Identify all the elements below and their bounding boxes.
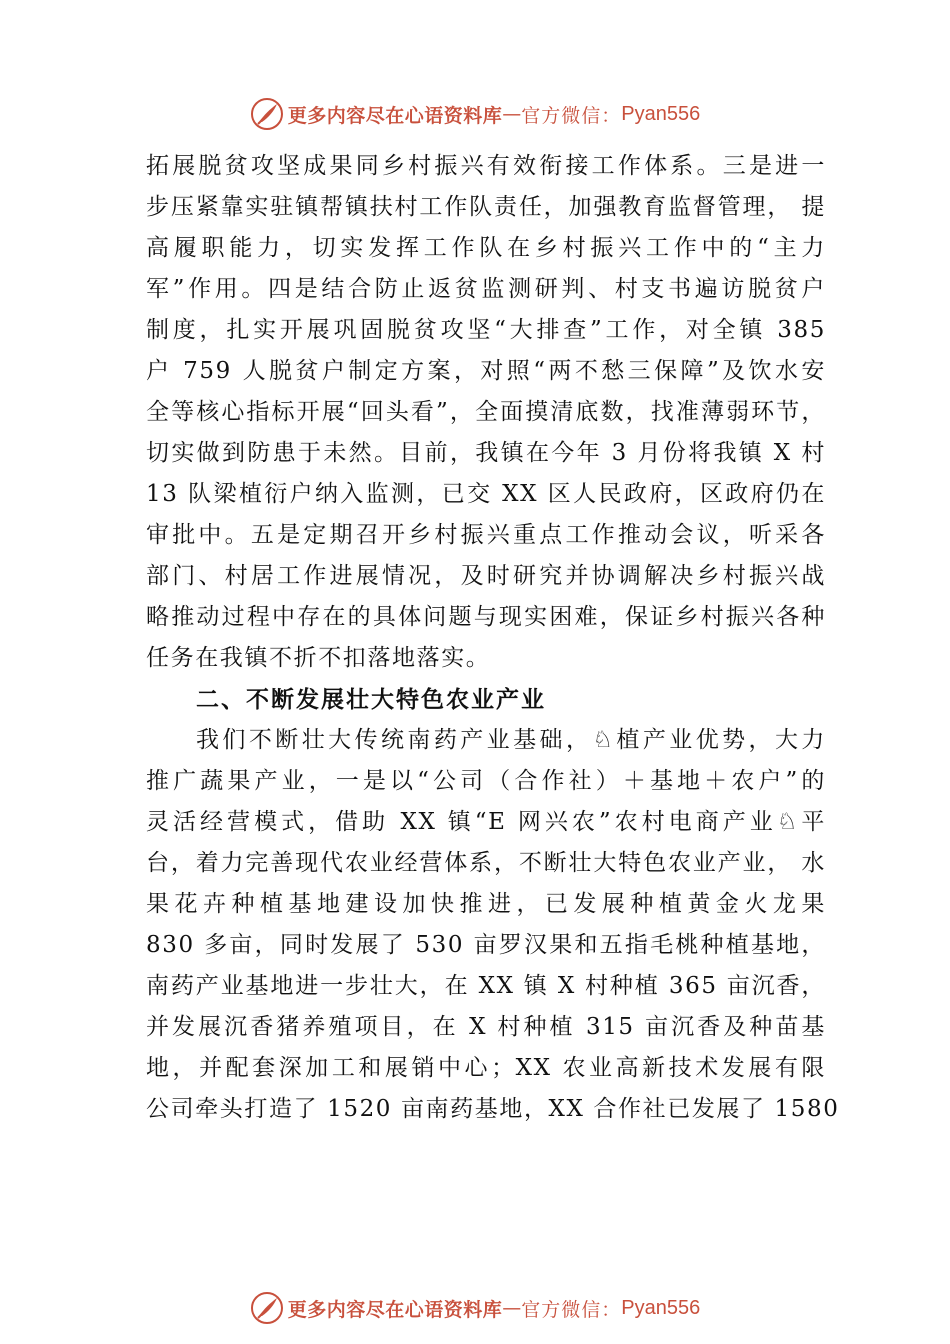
- header-wechat-label: 官方微信：: [521, 104, 622, 127]
- body-line: 830 多亩，同时发展了 530 亩罗汉果和五指毛桃种植基地，: [146, 932, 826, 958]
- body-line: 推广蔬果产业，一是以“公司（合作社）＋基地＋农户”的: [146, 768, 826, 794]
- footer-wechat-id: Pyan556: [621, 1296, 701, 1319]
- body-line: 13 队梁植衍户纳入监测，已交 XX 区人民政府，区政府仍在: [146, 481, 826, 507]
- body-line: 南药产业基地进一步壮大，在 XX 镇 X 村种植 365 亩沉香，: [146, 973, 826, 999]
- footer-dash: —: [502, 1297, 522, 1319]
- body-line: 果花卉种植基地建设加快推进，已发展种植黄金火龙果: [146, 891, 826, 917]
- body-line: 灵活经营模式，借助 XX 镇“E 网兴农”农村电商产业♘平: [146, 809, 826, 835]
- body-line: 军”作用。四是结合防止返贫监测研判、村支书遍访脱贫户: [146, 276, 826, 302]
- header-brand-text: 更多内容尽在心语资料库: [287, 104, 503, 127]
- body-line: 台，着力完善现代农业经营体系，不断壮大特色农业产业， 水: [146, 850, 826, 876]
- footer-wechat-label: 官方微信：: [521, 1298, 622, 1321]
- body-line: 户 759 人脱贫户制定方案，对照“两不愁三保障”及饮水安: [146, 358, 826, 384]
- feather-seal-icon: [250, 97, 284, 131]
- body-line: 部门、村居工作进展情况，及时研究并协调解决乡村振兴战: [146, 563, 826, 589]
- body-line: 任务在我镇不折不扣落地落实。: [146, 645, 491, 671]
- footer-brand-text: 更多内容尽在心语资料库: [287, 1298, 503, 1321]
- body-line: 切实做到防患于未然。目前，我镇在今年 3 月份将我镇 X 村: [146, 440, 826, 466]
- section-heading: 二、不断发展壮大特色农业产业: [196, 686, 546, 713]
- header-banner: [0, 94, 950, 134]
- document-body: [146, 146, 840, 1130]
- body-line: 公司牵头打造了 1520 亩南药基地，XX 合作社已发展了 1580: [146, 1096, 840, 1122]
- header-wechat-id: Pyan556: [621, 102, 701, 125]
- body-line: 审批中。五是定期召开乡村振兴重点工作推动会议，听采各: [146, 522, 826, 548]
- body-line: 我们不断壮大传统南药产业基础，♘植产业优势，大力: [196, 727, 826, 753]
- feather-seal-icon: [250, 1291, 284, 1325]
- footer-banner: [0, 1288, 950, 1328]
- body-line: 高履职能力，切实发挥工作队在乡村振兴工作中的“主力: [146, 235, 826, 261]
- body-line: 全等核心指标开展“回头看”，全面摸清底数，找准薄弱环节，: [146, 399, 826, 425]
- body-line: 步压紧靠实驻镇帮镇扶村工作队责任，加强教育监督管理， 提: [146, 194, 826, 220]
- body-line: 并发展沉香猪养殖项目，在 X 村种植 315 亩沉香及种苗基: [146, 1014, 826, 1040]
- body-line: 拓展脱贫攻坚成果同乡村振兴有效衔接工作体系。三是进一: [146, 153, 826, 179]
- header-dash: —: [502, 103, 522, 125]
- body-line: 略推动过程中存在的具体问题与现实困难，保证乡村振兴各种: [146, 604, 826, 630]
- body-line: 制度，扎实开展巩固脱贫攻坚“大排查”工作，对全镇 385: [146, 317, 826, 343]
- body-line: 地，并配套深加工和展销中心；XX 农业高新技术发展有限: [146, 1055, 826, 1081]
